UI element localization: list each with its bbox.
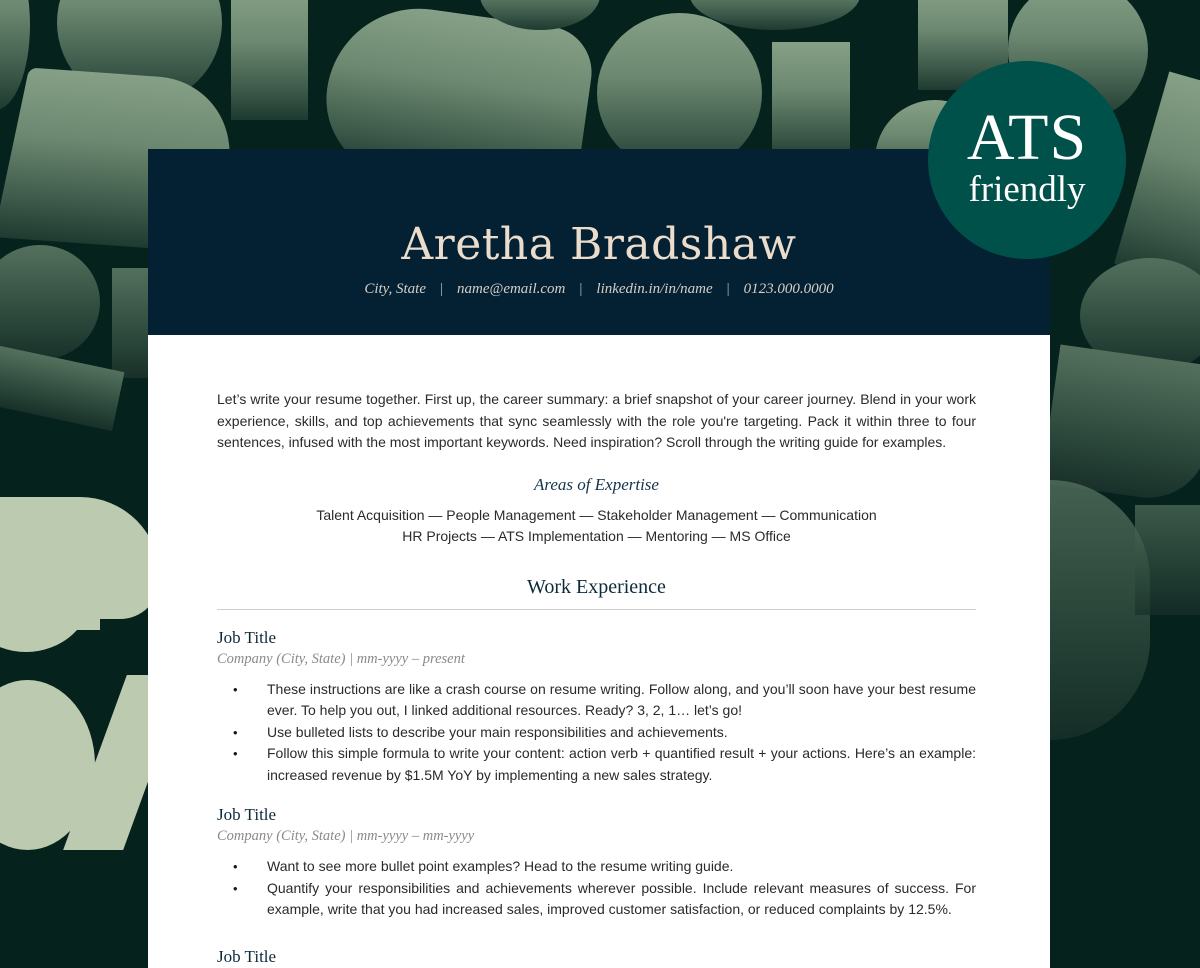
job-bullets	[217, 679, 976, 787]
expertise-line: Talent Acquisition — People Management — Stakeholder Management — Communication	[316, 506, 877, 523]
candidate-name: Aretha Bradshaw	[401, 219, 797, 270]
bg-shape	[231, 0, 308, 120]
resume-header	[148, 149, 1050, 335]
job-title: Job Title	[217, 805, 277, 824]
career-summary: Let’s write your resume together. First up, the career summary: a brief snapshot of your career journey. Blend in your work experience, skills, and top achievements that sync seamlessly with the role you're targeting. Pack it within three to four sentences, infused with the most important keywords. Need inspiration? Scroll through the writing guide for examples.	[217, 391, 976, 450]
contact-separator: |	[726, 281, 730, 298]
bg-shape	[0, 245, 100, 360]
expertise-line: HR Projects — ATS Implementation — Mentoring — MS Office	[402, 528, 791, 544]
bullet-item: • Want to see more bullet point examples? Head to the resume writing guide.	[217, 856, 976, 878]
job-entry	[217, 805, 976, 921]
contact-email: name@email.com	[457, 281, 566, 298]
contact-linkedin: linkedin.in/in/name	[596, 281, 713, 298]
job-meta: Company (City, State) | mm-yyyy – present	[217, 650, 465, 667]
expertise-heading: Areas of Expertise	[534, 474, 659, 494]
job-meta: Company (City, State) | mm-yyyy – mm-yyyy	[217, 828, 475, 844]
bg-shape	[0, 600, 100, 630]
resume-body	[148, 335, 1050, 967]
job-title: Job Title	[217, 627, 277, 647]
bg-shape	[772, 42, 850, 162]
contact-location: City, State	[364, 281, 427, 298]
contact-separator: |	[579, 281, 583, 298]
contact-line	[148, 281, 1050, 298]
bullet-item: • Use bulleted lists to describe your main responsibilities and achievements.	[217, 722, 976, 744]
job-entry	[217, 628, 976, 787]
expertise-list	[217, 505, 976, 548]
bullet-item: • Quantify your responsibilities and achievements wherever possible. Include relevant measures of success. For example, write that you had increased sales, improved customer satisfaction, or reduced complaints by 12.5%.	[217, 878, 976, 921]
contact-phone: 0123.000.0000	[743, 281, 834, 298]
job-title: Job Title	[217, 946, 277, 966]
resume-page	[148, 149, 1050, 968]
contact-separator: |	[440, 281, 444, 298]
bg-shape	[1114, 71, 1200, 288]
job-bullets	[217, 856, 976, 921]
bullet-item: • Follow this simple formula to write your content: action verb + quantified result + your actions. Here’s an example: increased revenue by $1.5M YoY by implementing a new sales strategy.	[217, 743, 976, 786]
badge-line-friendly: friendly	[968, 169, 1086, 210]
bg-shape	[112, 268, 152, 378]
job-entry	[217, 947, 976, 967]
ats-friendly-badge	[928, 61, 1126, 259]
work-experience-heading: Work Experience	[217, 576, 976, 610]
bullet-item: • These instructions are like a crash course on resume writing. Follow along, and you’ll soon have your best resume ever. To help you out, I linked additional resources. Ready? 3, 2, 1… let’s go!	[217, 679, 976, 722]
badge-line-ats: ATS	[966, 101, 1088, 174]
bg-shape	[1135, 505, 1200, 615]
